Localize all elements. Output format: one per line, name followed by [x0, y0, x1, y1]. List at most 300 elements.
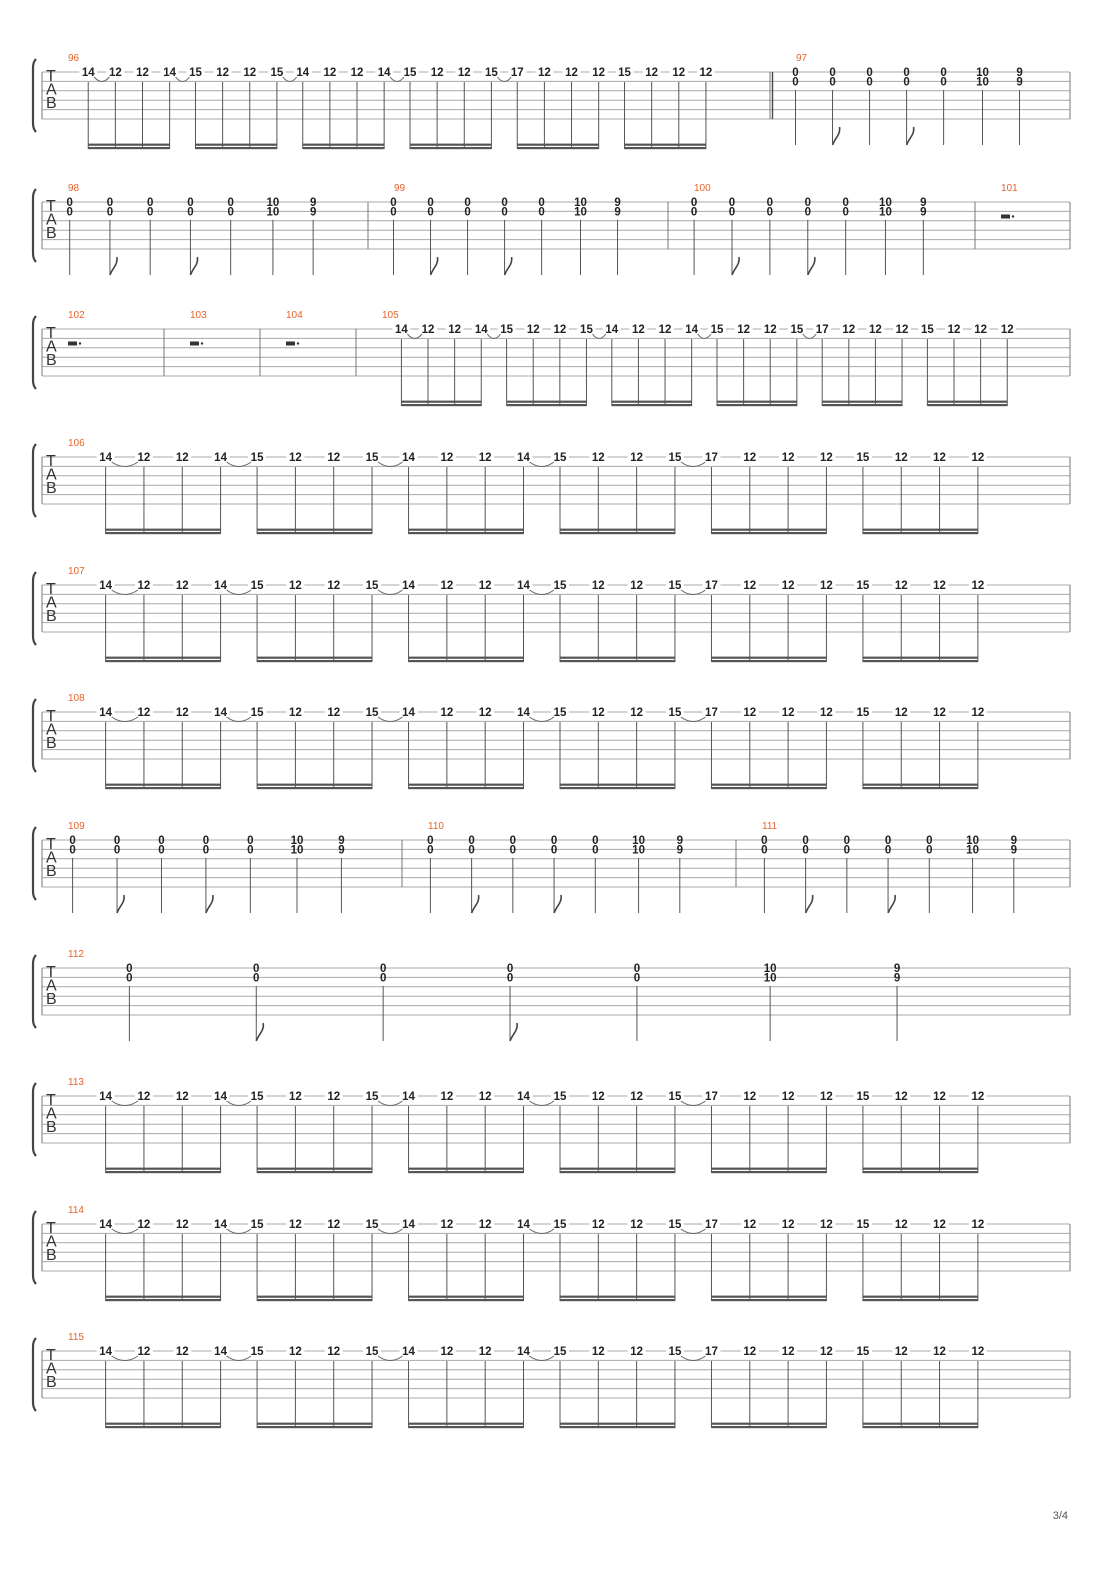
fret-number: 0 [158, 835, 165, 847]
fret-number: 9 [338, 835, 345, 847]
measure [402, 821, 683, 913]
fret-number: 12 [933, 452, 946, 464]
beam [257, 1171, 372, 1173]
fret-number: 0 [804, 206, 811, 219]
beam [711, 657, 826, 659]
fret-number: 12 [933, 580, 946, 592]
tie [112, 1101, 138, 1106]
fret-number: 12 [175, 1346, 189, 1358]
fret-number: 0 [247, 844, 254, 857]
fret-number: 0 [884, 835, 892, 847]
fret-number: 12 [743, 1219, 757, 1231]
fret-number: 0 [427, 835, 434, 847]
fret-number: 0 [843, 844, 851, 857]
dotted-rest-dot [297, 342, 299, 344]
beam [409, 1171, 524, 1173]
tab-system [33, 693, 1070, 789]
fret-number: 0 [379, 963, 387, 975]
fret-number: 0 [538, 206, 545, 219]
fret-number: 15 [250, 707, 264, 719]
whole-rest [286, 342, 295, 346]
fret-number: 0 [227, 206, 234, 219]
beam [257, 532, 372, 534]
fret-number: 14 [517, 1219, 530, 1231]
fret-number: 9 [309, 197, 317, 209]
fret-number: 0 [106, 197, 114, 209]
fret-number: 0 [633, 972, 641, 985]
fret-number: 12 [894, 1219, 908, 1231]
fret-number: 12 [894, 1091, 908, 1103]
beam [711, 1423, 826, 1425]
beam [711, 529, 826, 531]
eighth-note-flag [256, 1023, 263, 1041]
fret-number: 12 [630, 1091, 644, 1103]
fret-number: 0 [247, 835, 254, 847]
beam [517, 147, 598, 149]
fret-number: 10 [976, 76, 989, 89]
fret-number: 12 [591, 1219, 605, 1231]
fret-number: 0 [506, 972, 514, 985]
fret-number: 0 [866, 76, 873, 89]
fret-number: 0 [843, 835, 851, 847]
fret-number: 12 [1000, 324, 1014, 336]
fret-number: 10 [574, 206, 587, 219]
tab-clef-letter: T [46, 1220, 56, 1237]
fret-number: 0 [761, 844, 768, 857]
fret-number: 0 [126, 963, 133, 975]
fret-number: 12 [592, 67, 606, 79]
tie [112, 1356, 138, 1361]
tie [529, 717, 554, 722]
fret-number: 15 [668, 452, 682, 464]
tab-clef-letter: A [46, 466, 57, 484]
tie [681, 1229, 706, 1234]
fret-number: 14 [517, 707, 530, 719]
fret-number: 12 [440, 452, 454, 464]
fret-number: 0 [379, 972, 387, 985]
fret-number: 0 [903, 67, 910, 79]
fret-number: 0 [187, 197, 194, 209]
fret-number: 12 [630, 1346, 644, 1358]
fret-number: 10 [763, 972, 777, 985]
tie [227, 717, 252, 722]
fret-number: 14 [214, 707, 227, 719]
fret-number: 0 [940, 67, 947, 79]
fret-number: 0 [427, 844, 434, 857]
tab-clef-letter: T [46, 708, 56, 725]
fret-number: 9 [893, 963, 901, 975]
fret-number: 12 [743, 452, 757, 464]
measure [68, 1077, 987, 1173]
tab-clef-letter: B [46, 735, 57, 752]
fret-number: 12 [632, 324, 645, 336]
eighth-note-flag [110, 257, 117, 275]
fret-number: 14 [402, 707, 415, 719]
fret-number: 9 [676, 835, 684, 847]
tab-clef-letter: T [46, 325, 56, 342]
fret-number: 0 [146, 206, 154, 219]
fret-number: 0 [146, 197, 154, 209]
beam [717, 401, 797, 403]
fret-number: 12 [478, 1091, 492, 1103]
tie [378, 1101, 403, 1106]
tie [529, 1356, 554, 1361]
beam [863, 1171, 978, 1173]
fret-number: 14 [99, 1219, 113, 1231]
tie [681, 1101, 706, 1106]
fret-number: 0 [69, 844, 76, 857]
beam [711, 660, 826, 662]
fret-number: 9 [1010, 844, 1018, 857]
fret-number: 12 [781, 580, 795, 592]
fret-number: 15 [856, 580, 870, 592]
fret-number: 0 [550, 844, 558, 857]
fret-number: 15 [250, 1091, 264, 1103]
tab-clef-letter: T [46, 68, 56, 85]
fret-number: 15 [668, 1091, 682, 1103]
fret-number: 12 [327, 580, 341, 592]
fret-number: 12 [108, 67, 122, 79]
tab-clef-letter: T [46, 964, 56, 981]
fret-number: 12 [933, 707, 946, 719]
fret-number: 15 [856, 707, 870, 719]
fret-number: 14 [395, 324, 408, 336]
fret-number: 14 [402, 1346, 415, 1358]
beam [560, 529, 675, 531]
beam [560, 1299, 675, 1301]
fret-number: 14 [296, 67, 310, 79]
beam [409, 1296, 524, 1298]
fret-number: 10 [976, 67, 989, 79]
beam [625, 144, 706, 146]
fret-number: 14 [99, 452, 113, 464]
fret-number: 12 [933, 1346, 946, 1358]
fret-number: 0 [884, 844, 892, 857]
fret-number: 15 [856, 1346, 870, 1358]
tie [681, 717, 706, 722]
dotted-rest-dot [1012, 215, 1014, 217]
fret-number: 0 [501, 197, 508, 209]
fret-number: 0 [829, 76, 836, 89]
measure [68, 949, 900, 1041]
fret-number: 9 [676, 844, 684, 857]
fret-number: 12 [894, 580, 908, 592]
beam [517, 144, 598, 146]
tie [227, 1101, 252, 1106]
fret-number: 0 [761, 835, 768, 847]
beam [409, 660, 524, 662]
fret-number: 0 [202, 844, 210, 857]
measure [770, 53, 1023, 145]
tie [378, 462, 403, 467]
fret-number: 14 [99, 580, 113, 592]
fret-number: 14 [402, 1219, 415, 1231]
fret-number: 12 [974, 324, 988, 336]
beam [410, 144, 491, 146]
eighth-note-flag [505, 257, 512, 275]
fret-number: 0 [66, 206, 73, 219]
fret-number: 12 [672, 67, 686, 79]
fret-number: 12 [175, 1219, 189, 1231]
beam [401, 404, 481, 406]
fret-number: 0 [690, 197, 698, 209]
fret-number: 0 [468, 835, 475, 847]
beam [507, 404, 587, 406]
tab-clef-letter: A [46, 211, 57, 229]
fret-number: 15 [365, 707, 379, 719]
fret-number: 15 [580, 324, 593, 336]
fret-number: 12 [645, 67, 659, 79]
system-bracket [33, 1211, 36, 1284]
fret-number: 9 [614, 197, 621, 209]
eighth-note-flag [888, 895, 895, 913]
fret-number: 14 [517, 580, 530, 592]
tab-clef-letter: A [46, 338, 57, 356]
beam [560, 1426, 675, 1428]
fret-number: 9 [920, 197, 927, 209]
tab-system [33, 821, 1070, 913]
fret-number: 12 [820, 1346, 833, 1358]
fret-number: 14 [377, 67, 391, 79]
tie [681, 462, 706, 467]
fret-number: 15 [710, 324, 724, 336]
fret-number: 12 [971, 1091, 985, 1103]
beam [106, 1426, 221, 1428]
measure-number: 104 [286, 310, 303, 321]
fret-number: 12 [478, 1219, 492, 1231]
fret-number: 15 [365, 580, 379, 592]
tab-clef-letter: A [46, 1105, 57, 1123]
fret-number: 17 [705, 1346, 718, 1358]
fret-number: 0 [792, 76, 799, 89]
fret-number: 12 [430, 67, 444, 79]
fret-number: 0 [802, 835, 809, 847]
beam [863, 529, 978, 531]
fret-number: 12 [440, 1219, 454, 1231]
fret-number: 10 [879, 206, 892, 219]
fret-number: 12 [440, 1346, 454, 1358]
tab-clef-letter: B [46, 863, 57, 880]
fret-number: 9 [614, 206, 621, 219]
beam [863, 657, 978, 659]
fret-number: 0 [903, 76, 910, 89]
fret-number: 12 [820, 452, 833, 464]
tab-clef-letter: B [46, 95, 57, 112]
measure [68, 310, 85, 346]
tab-system [33, 183, 1070, 275]
fret-number: 17 [705, 1091, 718, 1103]
fret-number: 12 [137, 452, 151, 464]
fret-number: 15 [856, 1091, 870, 1103]
tie [529, 1101, 554, 1106]
fret-number: 12 [289, 707, 302, 719]
measure [68, 566, 987, 662]
beam [560, 1296, 675, 1298]
beam [106, 657, 221, 659]
beam [711, 1296, 826, 1298]
fret-number: 10 [266, 197, 280, 209]
whole-rest [68, 342, 77, 346]
beam [303, 144, 384, 146]
tab-clef-letter: B [46, 1247, 57, 1264]
tab-clef-letter: B [46, 480, 57, 497]
fret-number: 10 [966, 835, 979, 847]
whole-rest [190, 342, 199, 346]
fret-number: 0 [940, 76, 947, 89]
measure-number: 101 [1001, 183, 1018, 194]
beam [711, 1299, 826, 1301]
fret-number: 12 [630, 580, 644, 592]
fret-number: 12 [137, 1219, 151, 1231]
fret-number: 15 [553, 1091, 567, 1103]
fret-number: 0 [509, 844, 517, 857]
fret-number: 15 [553, 1346, 567, 1358]
dotted-rest-dot [79, 342, 81, 344]
tab-clef-letter: A [46, 1233, 57, 1251]
beam [711, 787, 826, 789]
fret-number: 12 [743, 707, 757, 719]
measure [68, 53, 715, 149]
system-bracket [33, 189, 36, 262]
fret-number: 0 [227, 197, 234, 209]
beam [711, 1168, 826, 1170]
beam [106, 532, 221, 534]
fret-number: 0 [468, 844, 475, 857]
beam [106, 1168, 221, 1170]
tab-clef-letter: A [46, 81, 57, 99]
tab-clef-letter: T [46, 198, 56, 215]
fret-number: 15 [365, 1346, 379, 1358]
fret-number: 12 [820, 1091, 833, 1103]
beam [106, 529, 221, 531]
system-bracket [33, 699, 36, 772]
fret-number: 12 [591, 1346, 605, 1358]
fret-number: 12 [869, 324, 882, 336]
beam [106, 1423, 221, 1425]
tie [529, 462, 554, 467]
fret-number: 0 [501, 206, 508, 219]
tab-system [33, 1077, 1070, 1173]
tab-system [33, 53, 1070, 149]
beam [409, 1168, 524, 1170]
fret-number: 9 [309, 206, 317, 219]
fret-number: 0 [187, 206, 194, 219]
fret-number: 12 [289, 1346, 302, 1358]
fret-number: 0 [866, 67, 873, 79]
fret-number: 14 [214, 1346, 227, 1358]
fret-number: 12 [947, 324, 961, 336]
measure [736, 821, 1017, 913]
fret-number: 12 [658, 324, 672, 336]
tab-clef-letter: T [46, 1347, 56, 1364]
fret-number: 14 [685, 324, 699, 336]
page-number: 3/4 [1052, 1510, 1068, 1522]
fret-number: 9 [1016, 76, 1023, 89]
fret-number: 12 [457, 67, 471, 79]
beam [257, 784, 372, 786]
measure-number: 105 [382, 310, 399, 321]
fret-number: 0 [728, 197, 736, 209]
fret-number: 12 [327, 1219, 341, 1231]
fret-number: 15 [668, 1219, 682, 1231]
measure [68, 1332, 987, 1428]
fret-number: 14 [214, 452, 227, 464]
fret-number: 0 [390, 206, 397, 219]
fret-number: 12 [820, 1219, 833, 1231]
fret-number: 0 [427, 197, 434, 209]
fret-number: 10 [966, 844, 979, 857]
beam [560, 1168, 675, 1170]
fret-number: 0 [592, 835, 599, 847]
fret-number: 12 [820, 707, 833, 719]
fret-number: 12 [478, 452, 492, 464]
measure-number: 100 [694, 183, 711, 194]
fret-number: 12 [137, 1091, 151, 1103]
fret-number: 10 [632, 844, 645, 857]
fret-number: 12 [175, 1091, 189, 1103]
beam [863, 787, 978, 789]
fret-number: 9 [338, 844, 345, 857]
fret-number: 17 [705, 707, 718, 719]
fret-number: 15 [485, 67, 498, 79]
fret-number: 0 [509, 835, 517, 847]
tie [378, 717, 403, 722]
fret-number: 12 [630, 1219, 644, 1231]
fret-number: 12 [137, 707, 151, 719]
tab-clef-letter: T [46, 1092, 56, 1109]
eighth-note-flag [206, 895, 213, 913]
beam [927, 401, 1007, 403]
tab-clef-letter: B [46, 991, 57, 1008]
fret-number: 0 [633, 963, 641, 975]
fret-number: 15 [668, 580, 682, 592]
fret-number: 12 [136, 67, 149, 79]
fret-number: 14 [99, 707, 113, 719]
fret-number: 0 [802, 844, 809, 857]
fret-number: 0 [69, 835, 76, 847]
tie [378, 590, 403, 595]
fret-number: 12 [478, 1346, 492, 1358]
tab-system [33, 949, 1070, 1041]
fret-number: 15 [250, 1346, 264, 1358]
fret-number: 12 [971, 452, 985, 464]
fret-number: 14 [99, 1346, 113, 1358]
beam [409, 1423, 524, 1425]
fret-number: 15 [920, 324, 934, 336]
measure-number: 112 [68, 949, 84, 960]
tab-clef-letter: B [46, 352, 57, 369]
eighth-note-flag [808, 257, 815, 275]
measure-number: 108 [68, 693, 85, 704]
measure [67, 183, 317, 275]
beam [409, 784, 524, 786]
measure-number: 110 [428, 821, 444, 832]
tab-clef-letter: T [46, 836, 56, 853]
fret-number: 14 [474, 324, 488, 336]
fret-number: 12 [350, 67, 364, 79]
measure-number: 107 [68, 566, 85, 577]
fret-number: 15 [553, 707, 567, 719]
fret-number: 15 [618, 67, 631, 79]
system-bracket [33, 955, 36, 1028]
beam [257, 787, 372, 789]
fret-number: 14 [214, 1091, 227, 1103]
fret-number: 15 [668, 1346, 682, 1358]
fret-number: 12 [175, 580, 189, 592]
fret-number: 0 [113, 835, 121, 847]
fret-number: 12 [933, 1219, 946, 1231]
beam [711, 532, 826, 534]
